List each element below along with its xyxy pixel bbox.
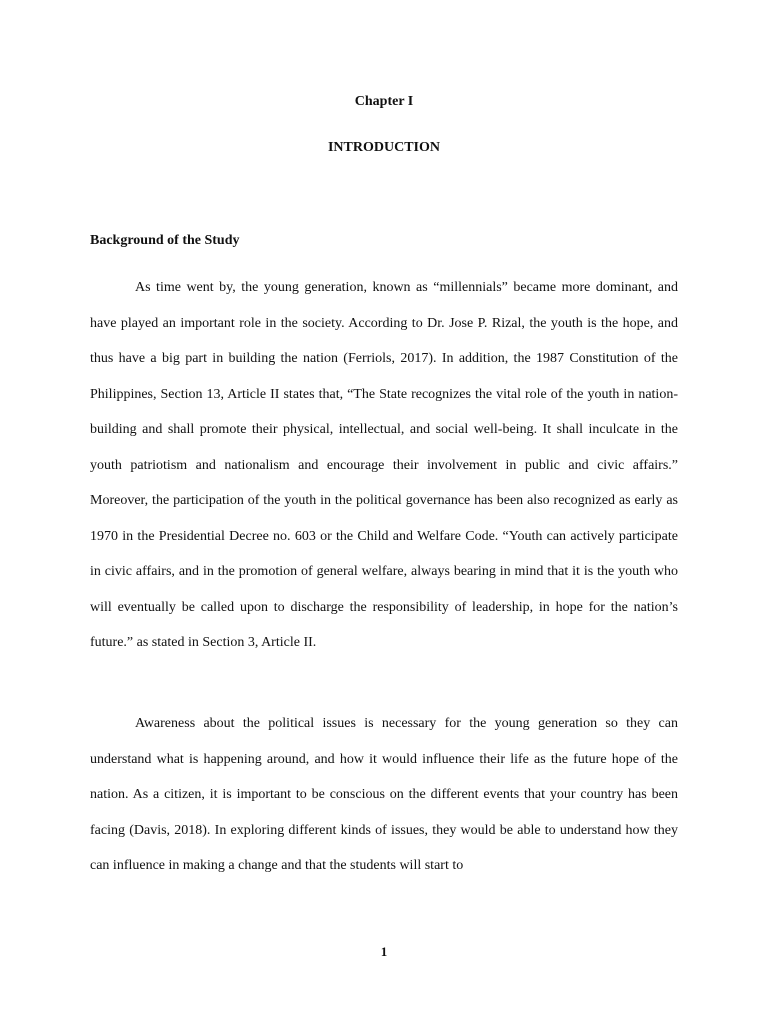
section-heading: Background of the Study <box>90 233 240 248</box>
body-paragraph: Awareness about the political issues is necessary for the young generation so they can understand what is happening around, and how it would influence their life as the future hope of the nation. As a citizen, it is important to be conscious on the different events that your country has been facing (Davis, 2018). In exploring different kinds of issues, they would be able to understand how they can influence in making a change and that the students will start to <box>90 716 678 873</box>
chapter-title: INTRODUCTION <box>327 140 440 155</box>
page-number: 1 <box>380 944 388 959</box>
body-paragraph: As time went by, the young generation, known as “millennials” became more dominant, and have played an important role in the society. According to Dr. Jose P. Rizal, the youth is the hope, and thus have a big part in building the nation (Ferriols, 2017). In addition, the 1987 Constitution of the Philippines, Section 13, Article II states that, “The State recognizes the vital role of the youth in nation-building and shall promote their physical, intellectual, and social well-being. It shall inculcate in the youth patriotism and nationalism and encourage their involvement in public and civic affairs.” Moreover, the participation of the youth in the political governance has been also recognized as early as 1970 in the Presidential Decree no. 603 or the Child and Welfare Code. “Youth can actively participate in civic affairs, and in the promotion of general welfare, always bearing in mind that it is the youth who will eventually be called upon to discharge the responsibility of leadership, in hope for the nation’s future.” as stated in Section 3, Article II. <box>90 280 678 650</box>
chapter-label: Chapter I <box>354 94 414 109</box>
